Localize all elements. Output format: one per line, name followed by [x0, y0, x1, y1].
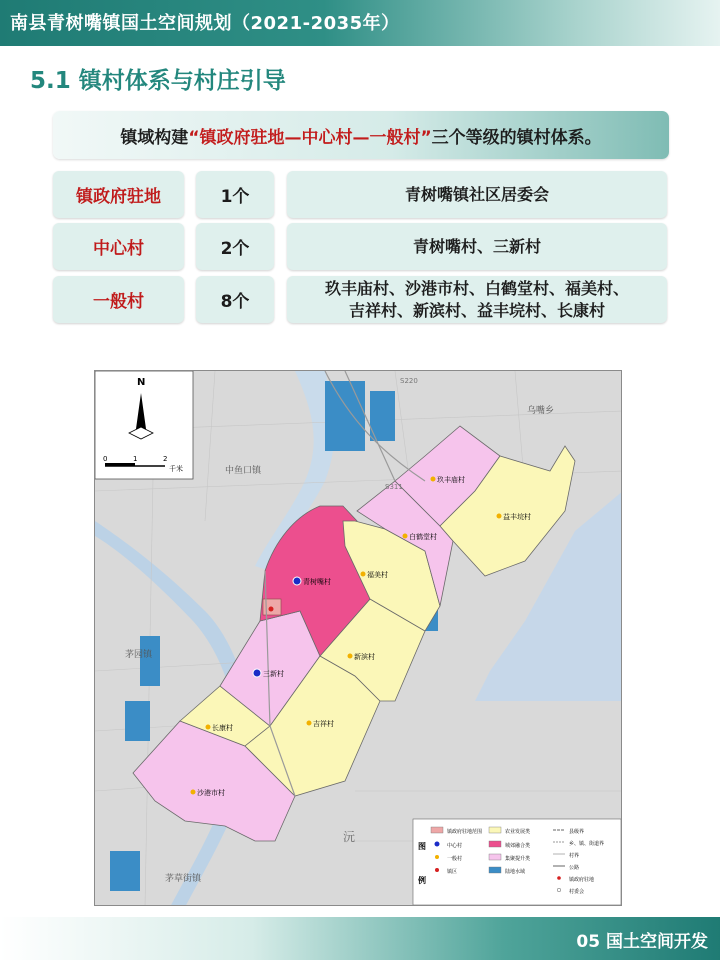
place-zhongyukou: 中鱼口镇 [225, 466, 262, 476]
level-row-town-seat [53, 171, 667, 218]
footer-chapter-label: 05 国土空间开发 [576, 932, 708, 952]
label-baihetang: 白鹤堂村 [409, 533, 437, 541]
summary-suffix: 三个等级的镇村体系。 [431, 127, 602, 148]
label-qingshuzui: 青树嘴村 [303, 578, 331, 586]
north-label: N [137, 377, 146, 388]
compass-scale-inset [95, 371, 193, 479]
legend-item: 乡、镇、街道界 [569, 841, 605, 847]
scale-unit: 千米 [169, 465, 183, 473]
label-jixiang: 吉祥村 [313, 720, 334, 728]
label-jiufengmiao: 玖丰庙村 [437, 476, 465, 484]
level-names: 青树嘴村、三新村 [287, 223, 667, 270]
legend-item: 村界 [569, 853, 580, 859]
label-xinbin: 新滨村 [354, 653, 375, 661]
level-label: 一般村 [53, 276, 184, 323]
place-maocaojie: 茅草街镇 [165, 874, 202, 884]
label-fumei: 福美村 [367, 571, 388, 579]
legend-item: 农业发展类 [505, 829, 531, 835]
village-system-map [94, 370, 622, 906]
summary-box [53, 111, 669, 159]
level-label: 中心村 [53, 223, 184, 270]
document-title: 南县青树嘴镇国土空间规划（2021-2035年） [10, 13, 400, 34]
level-row-center-village [53, 223, 667, 270]
label-yifengyuan: 益丰垸村 [503, 513, 531, 521]
level-count: 1个 [196, 171, 274, 218]
legend-item: 中心村 [447, 843, 463, 849]
scale-2: 2 [163, 455, 168, 463]
place-maoyuanzhen: 茅园镇 [125, 650, 153, 660]
legend-item: 镇政府驻地 [569, 877, 595, 883]
scale-1: 1 [133, 455, 138, 463]
legend-item: 公路 [569, 865, 580, 871]
level-names [287, 276, 667, 323]
level-count: 2个 [196, 223, 274, 270]
level-row-general-village [53, 276, 667, 323]
summary-highlight: “镇政府驻地—中心村—一般村” [188, 127, 432, 148]
place-yuanjiang-1: 沅 [343, 830, 356, 844]
legend-item: 镇区 [447, 869, 458, 875]
place-wuzuishi: 乌嘴乡 [527, 406, 555, 416]
level-names: 青树嘴镇社区居委会 [287, 171, 667, 218]
legend-title-bottom: 例 [418, 876, 426, 885]
label-shagangshi: 沙港市村 [197, 789, 225, 797]
section-title: 5.1 镇村体系与村庄引导 [30, 68, 286, 94]
scale-0: 0 [103, 455, 108, 463]
label-sanxin: 三新村 [263, 670, 284, 678]
level-names-line: 吉祥村、新滨村、益丰垸村、长康村 [348, 300, 605, 320]
legend-item: 集聚提升类 [505, 856, 531, 862]
level-names-line: 玖丰庙村、沙港市村、白鹤堂村、福美村、 [324, 278, 629, 298]
legend-item: 镇政府驻地范围 [447, 829, 483, 835]
road-label-s311: S311 [385, 483, 403, 491]
road-label-s220: S220 [400, 377, 418, 385]
legend-title-top: 图 [418, 842, 426, 851]
legend-item: 村委会 [569, 889, 585, 895]
header-bar [0, 0, 720, 46]
summary-prefix: 镇域构建 [120, 127, 189, 148]
legend-item: 陆地水域 [505, 869, 526, 875]
legend-item: 县级界 [569, 829, 585, 835]
map-legend [413, 819, 621, 905]
legend-item: 城郊融合类 [505, 843, 531, 849]
level-count: 8个 [196, 276, 274, 323]
level-label: 镇政府驻地 [53, 171, 184, 218]
legend-item: 一般村 [447, 856, 463, 862]
map-svg [95, 371, 622, 906]
label-changkang: 长康村 [212, 724, 233, 732]
